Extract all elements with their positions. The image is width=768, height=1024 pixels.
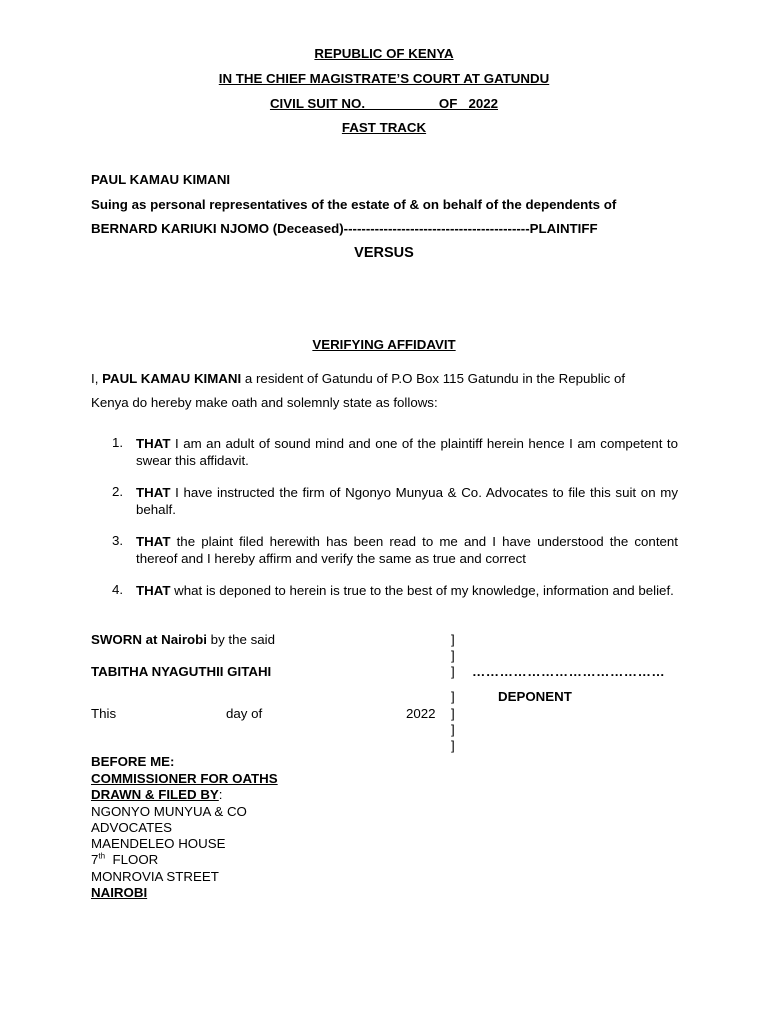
header-fast-track: FAST TRACK	[341, 120, 427, 135]
item-number: 1.	[112, 435, 124, 450]
jurat-year: 2022	[406, 706, 436, 721]
item-number: 2.	[112, 484, 124, 499]
item-text: THAT what is deponed to herein is true to the best of my knowledge, information and belief.	[136, 583, 674, 598]
bracket: ]	[451, 689, 455, 704]
bracket: ]	[451, 664, 455, 679]
header-republic: REPUBLIC OF KENYA	[314, 46, 454, 61]
versus-heading: VERSUS	[354, 245, 414, 261]
city-name: NAIROBI	[91, 885, 148, 900]
bracket: ]	[451, 738, 455, 753]
item-text: THAT I have instructed the firm of Ngonyo Munyua & Co. Advocates to file this suit on my behalf.	[136, 485, 678, 517]
affidavit-title: VERIFYING AFFIDAVIT	[312, 337, 456, 352]
jurat-day-of: day of	[226, 706, 263, 721]
intro-line-1	[91, 371, 625, 386]
header-court: IN THE CHIEF MAGISTRATE’S COURT AT GATUNDU	[218, 71, 550, 86]
firm-advocates: ADVOCATES	[91, 820, 173, 835]
header-civil-suit: CIVIL SUIT NO. OF 2022	[269, 96, 499, 111]
commissioner-for-oaths: COMMISSIONER FOR OATHS	[91, 771, 278, 786]
item-text: THAT I am an adult of sound mind and one of the plaintiff herein hence I am competent to swear this affidavit.	[136, 436, 678, 468]
intro-line-2: Kenya do hereby make oath and solemnly state as follows:	[91, 395, 438, 410]
item-number: 3.	[112, 533, 124, 548]
street-name: MONROVIA STREET	[91, 869, 219, 884]
sworn-at-line: SWORN at Nairobi by the said	[91, 632, 275, 647]
bracket: ]	[451, 648, 455, 663]
floor-line: 7th FLOOR	[91, 851, 159, 867]
drawn-filed-by: DRAWN & FILED BY:	[91, 787, 223, 802]
bracket: ]	[451, 706, 455, 721]
signature-line: ……………………………………	[472, 664, 666, 679]
jurat-this: This	[91, 706, 117, 721]
intro-prefix: I,	[91, 371, 103, 386]
bracket: ]	[451, 722, 455, 737]
suing-as-line: Suing as personal representatives of the estate of & on behalf of the dependents of	[91, 197, 617, 212]
plaintiff-name: PAUL KAMAU KIMANI	[91, 172, 231, 187]
deponent-label: DEPONENT	[498, 689, 572, 704]
bracket: ]	[451, 632, 455, 647]
item-text: THAT the plaint filed herewith has been read to me and I have understood the content thereof and I hereby affirm and verify the same as true and correct	[136, 534, 678, 566]
intro-deponent-name: PAUL KAMAU KIMANI	[102, 371, 242, 386]
before-me: BEFORE ME:	[91, 754, 175, 769]
item-number: 4.	[112, 582, 124, 597]
jurat-deponent-name: TABITHA NYAGUTHII GITAHI	[91, 664, 272, 679]
deceased-plaintiff-line: BERNARD KARIUKI NJOMO (Deceased)------------------------------------------PLAINTIFF	[91, 221, 598, 236]
intro-line-1-rest: a resident of Gatundu of P.O Box 115 Gatundu in the Republic of	[241, 371, 626, 386]
firm-name: NGONYO MUNYUA & CO	[91, 804, 247, 819]
building-name: MAENDELEO HOUSE	[91, 836, 226, 851]
